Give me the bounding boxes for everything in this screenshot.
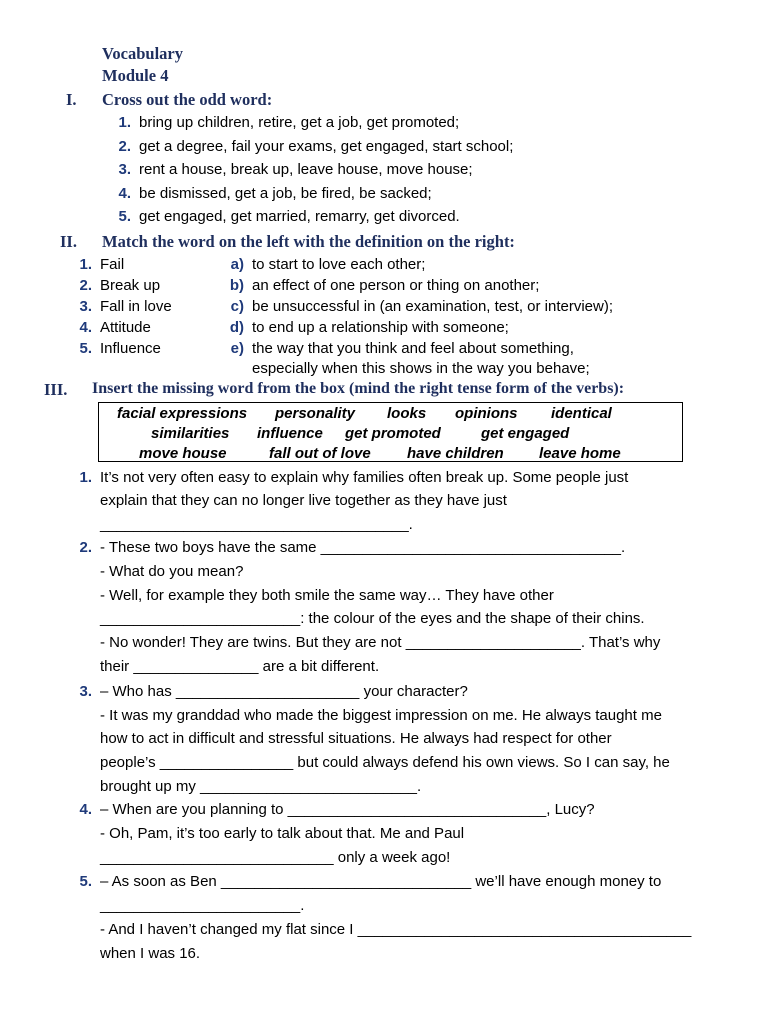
box-word: get engaged	[481, 425, 570, 442]
exercise-line: - No wonder! They are twins. But they are not _____________________. That’s why	[100, 634, 661, 651]
exercise-line: - And I haven’t changed my flat since I ________________________________________	[100, 921, 692, 938]
box-word: fall out of love	[269, 445, 371, 462]
exercise-line: It’s not very often easy to explain why families often break up. Some people just	[100, 469, 629, 486]
definition-letter: b)	[229, 277, 244, 294]
match-word: Break up	[100, 277, 161, 294]
module-title: Module 4	[102, 66, 169, 85]
box-word: move house	[139, 445, 227, 462]
box-word: leave home	[539, 445, 621, 462]
definition: to end up a relationship with someone;	[252, 319, 509, 336]
match-number: 4.	[79, 319, 92, 336]
exercise-number: 5.	[79, 873, 92, 890]
definition: the way that you think and feel about something,	[252, 340, 574, 357]
match-number: 3.	[79, 298, 92, 315]
box-word: have children	[407, 445, 504, 462]
match-word: Influence	[100, 340, 161, 357]
list-item-number: 1.	[118, 114, 131, 131]
section-1-heading: Cross out the odd word:	[102, 90, 273, 109]
definition: be unsuccessful in (an examination, test, or interview);	[252, 298, 614, 315]
definition-letter: a)	[230, 256, 244, 273]
exercise-line: - What do you mean?	[100, 563, 244, 580]
list-item-number: 5.	[118, 208, 131, 225]
exercise-line: explain that they can no longer live together as they have just	[100, 492, 507, 509]
exercise-line: ________________________.	[100, 897, 305, 914]
exercise-line: – As soon as Ben ______________________________ we’ll have enough money to	[100, 873, 662, 890]
list-item: get engaged, get married, remarry, get divorced.	[139, 208, 460, 225]
section-2-heading: Match the word on the left with the definition on the right:	[102, 232, 515, 251]
box-word: looks	[387, 405, 427, 422]
exercise-line: ____________________________ only a week ago!	[100, 849, 451, 866]
list-item: bring up children, retire, get a job, get promoted;	[139, 114, 460, 131]
definition-letter: c)	[230, 298, 244, 315]
exercise-line: _____________________________________.	[100, 516, 413, 533]
section-2-numeral: II.	[60, 232, 77, 251]
exercise-number: 4.	[79, 801, 92, 818]
box-word: identical	[551, 405, 612, 422]
box-word: influence	[257, 425, 323, 442]
exercise-line: their _______________ are a bit different.	[100, 658, 380, 675]
list-item-number: 4.	[118, 185, 131, 202]
list-item: rent a house, break up, leave house, move house;	[139, 161, 473, 178]
exercise-line: – When are you planning to _______________________________, Lucy?	[100, 801, 595, 818]
definition-letter: e)	[230, 340, 244, 357]
word-box	[98, 402, 683, 462]
exercise-line: – Who has ______________________ your character?	[100, 683, 468, 700]
exercise-line: ________________________: the colour of the eyes and the shape of their chins.	[100, 610, 645, 627]
match-number: 2.	[79, 277, 92, 294]
section-3-heading: Insert the missing word from the box (mind the right tense form of the verbs):	[92, 380, 625, 397]
exercise-number: 2.	[79, 539, 92, 556]
definition-letter: d)	[229, 319, 244, 336]
exercise-line: - Well, for example they both smile the same way… They have other	[100, 587, 554, 604]
match-word: Attitude	[100, 319, 151, 336]
exercise-line: brought up my __________________________.	[100, 778, 422, 795]
list-item-number: 3.	[118, 161, 131, 178]
page-title: Vocabulary	[102, 44, 183, 63]
box-word: get promoted	[345, 425, 441, 442]
definition-continuation: especially when this shows in the way you behave;	[252, 360, 590, 377]
list-item: get a degree, fail your exams, get engaged, start school;	[139, 138, 514, 155]
exercise-line: - It was my granddad who made the biggest impression on me. He always taught me	[100, 707, 662, 724]
match-word: Fall in love	[100, 298, 172, 315]
box-word: opinions	[455, 405, 518, 422]
definition: to start to love each other;	[252, 256, 426, 273]
exercise-line: people’s ________________ but could always defend his own views. So I can say, he	[100, 754, 670, 771]
list-item: be dismissed, get a job, be fired, be sacked;	[139, 185, 432, 202]
exercise-number: 1.	[79, 469, 92, 486]
match-number: 5.	[79, 340, 92, 357]
exercise-line: how to act in difficult and stressful situations. He always had respect for other	[100, 730, 612, 747]
box-word: similarities	[151, 425, 230, 442]
section-1-numeral: I.	[66, 90, 77, 109]
match-number: 1.	[79, 256, 92, 273]
box-word: facial expressions	[117, 405, 248, 422]
match-word: Fail	[100, 256, 125, 273]
exercise-line: when I was 16.	[100, 945, 201, 962]
exercise-line: - Oh, Pam, it’s too early to talk about that. Me and Paul	[100, 825, 465, 842]
exercise-number: 3.	[79, 683, 92, 700]
box-word: personality	[275, 405, 356, 422]
definition: an effect of one person or thing on another;	[252, 277, 540, 294]
exercise-line: - These two boys have the same ____________________________________.	[100, 539, 626, 556]
list-item-number: 2.	[118, 138, 131, 155]
section-3-numeral: III.	[44, 380, 68, 399]
